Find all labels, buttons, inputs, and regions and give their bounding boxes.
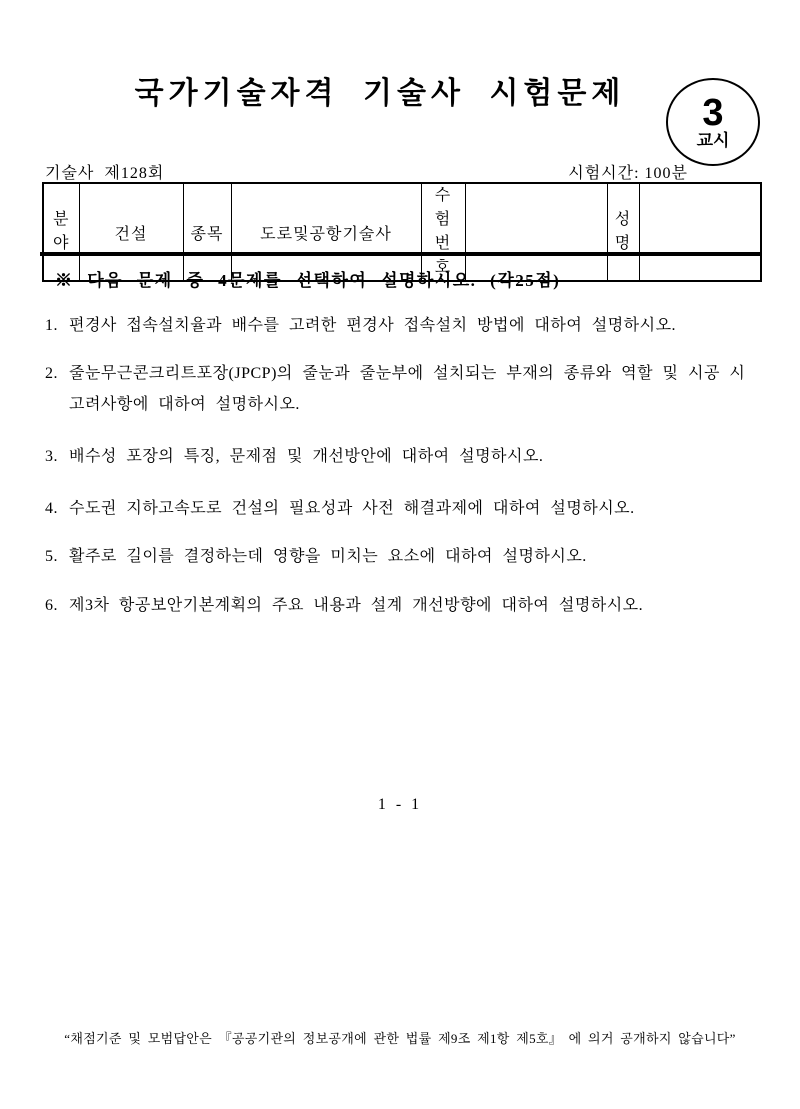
field-label: 분야 [43, 183, 79, 281]
question-text: 배수성 포장의 특징, 문제점 및 개선방안에 대하여 설명하시오. [69, 448, 544, 465]
divider-rule [40, 252, 762, 256]
session-badge [666, 78, 760, 166]
page-number: 1 - 1 [377, 796, 423, 813]
question-number: 5. [45, 548, 58, 565]
question-6 [45, 590, 762, 621]
question-5 [45, 541, 762, 572]
session-label: 교시 [696, 130, 730, 150]
category-value: 도로및공항기술사 [231, 183, 421, 281]
footer-notice: “채점기준 및 모범답안은 『공공기관의 정보공개에 관한 법률 제9조 제1항 제5호』 에 의거 공개하지 않습니다” [64, 1031, 736, 1046]
question-number: 6. [45, 597, 58, 614]
question-text: 줄눈무근콘크리트포장(JPCP)의 줄눈과 줄눈부에 설치되는 부재의 종류와 역할 및 시공 시 고려사항에 대하여 설명하시오. [69, 365, 746, 413]
question-number: 2. [45, 365, 58, 382]
question-1 [45, 310, 762, 341]
field-value: 건설 [79, 183, 183, 281]
question-number: 1. [45, 317, 58, 334]
question-text: 활주로 길이를 결정하는데 영향을 미치는 요소에 대하여 설명하시오. [69, 548, 587, 565]
exam-duration: 시험시간: 100분 [568, 165, 688, 182]
category-label: 종목 [183, 183, 231, 281]
question-4 [45, 493, 762, 524]
session-number: 3 [702, 91, 724, 134]
name-label: 성명 [607, 183, 639, 281]
question-text: 수도권 지하고속도로 건설의 필요성과 사전 해결과제에 대하여 설명하시오. [69, 500, 635, 517]
question-3 [45, 441, 762, 472]
document-title: 국가기술자격 기술사 시험문제 [134, 77, 626, 110]
question-2 [45, 358, 762, 420]
exam-number-label: 수험번호 [421, 183, 465, 281]
question-text: 편경사 접속설치율과 배수를 고려한 편경사 접속설치 방법에 대하여 설명하시오. [69, 317, 677, 334]
question-number: 3. [45, 448, 58, 465]
instruction-text: ※ 다음 문제 중 4문제를 선택하여 설명하시오. (각25점) [55, 271, 561, 290]
exam-round: 기술사 제128회 [45, 165, 165, 182]
question-number: 4. [45, 500, 58, 517]
question-text: 제3차 항공보안기본계획의 주요 내용과 설계 개선방향에 대하여 설명하시오. [69, 597, 644, 614]
